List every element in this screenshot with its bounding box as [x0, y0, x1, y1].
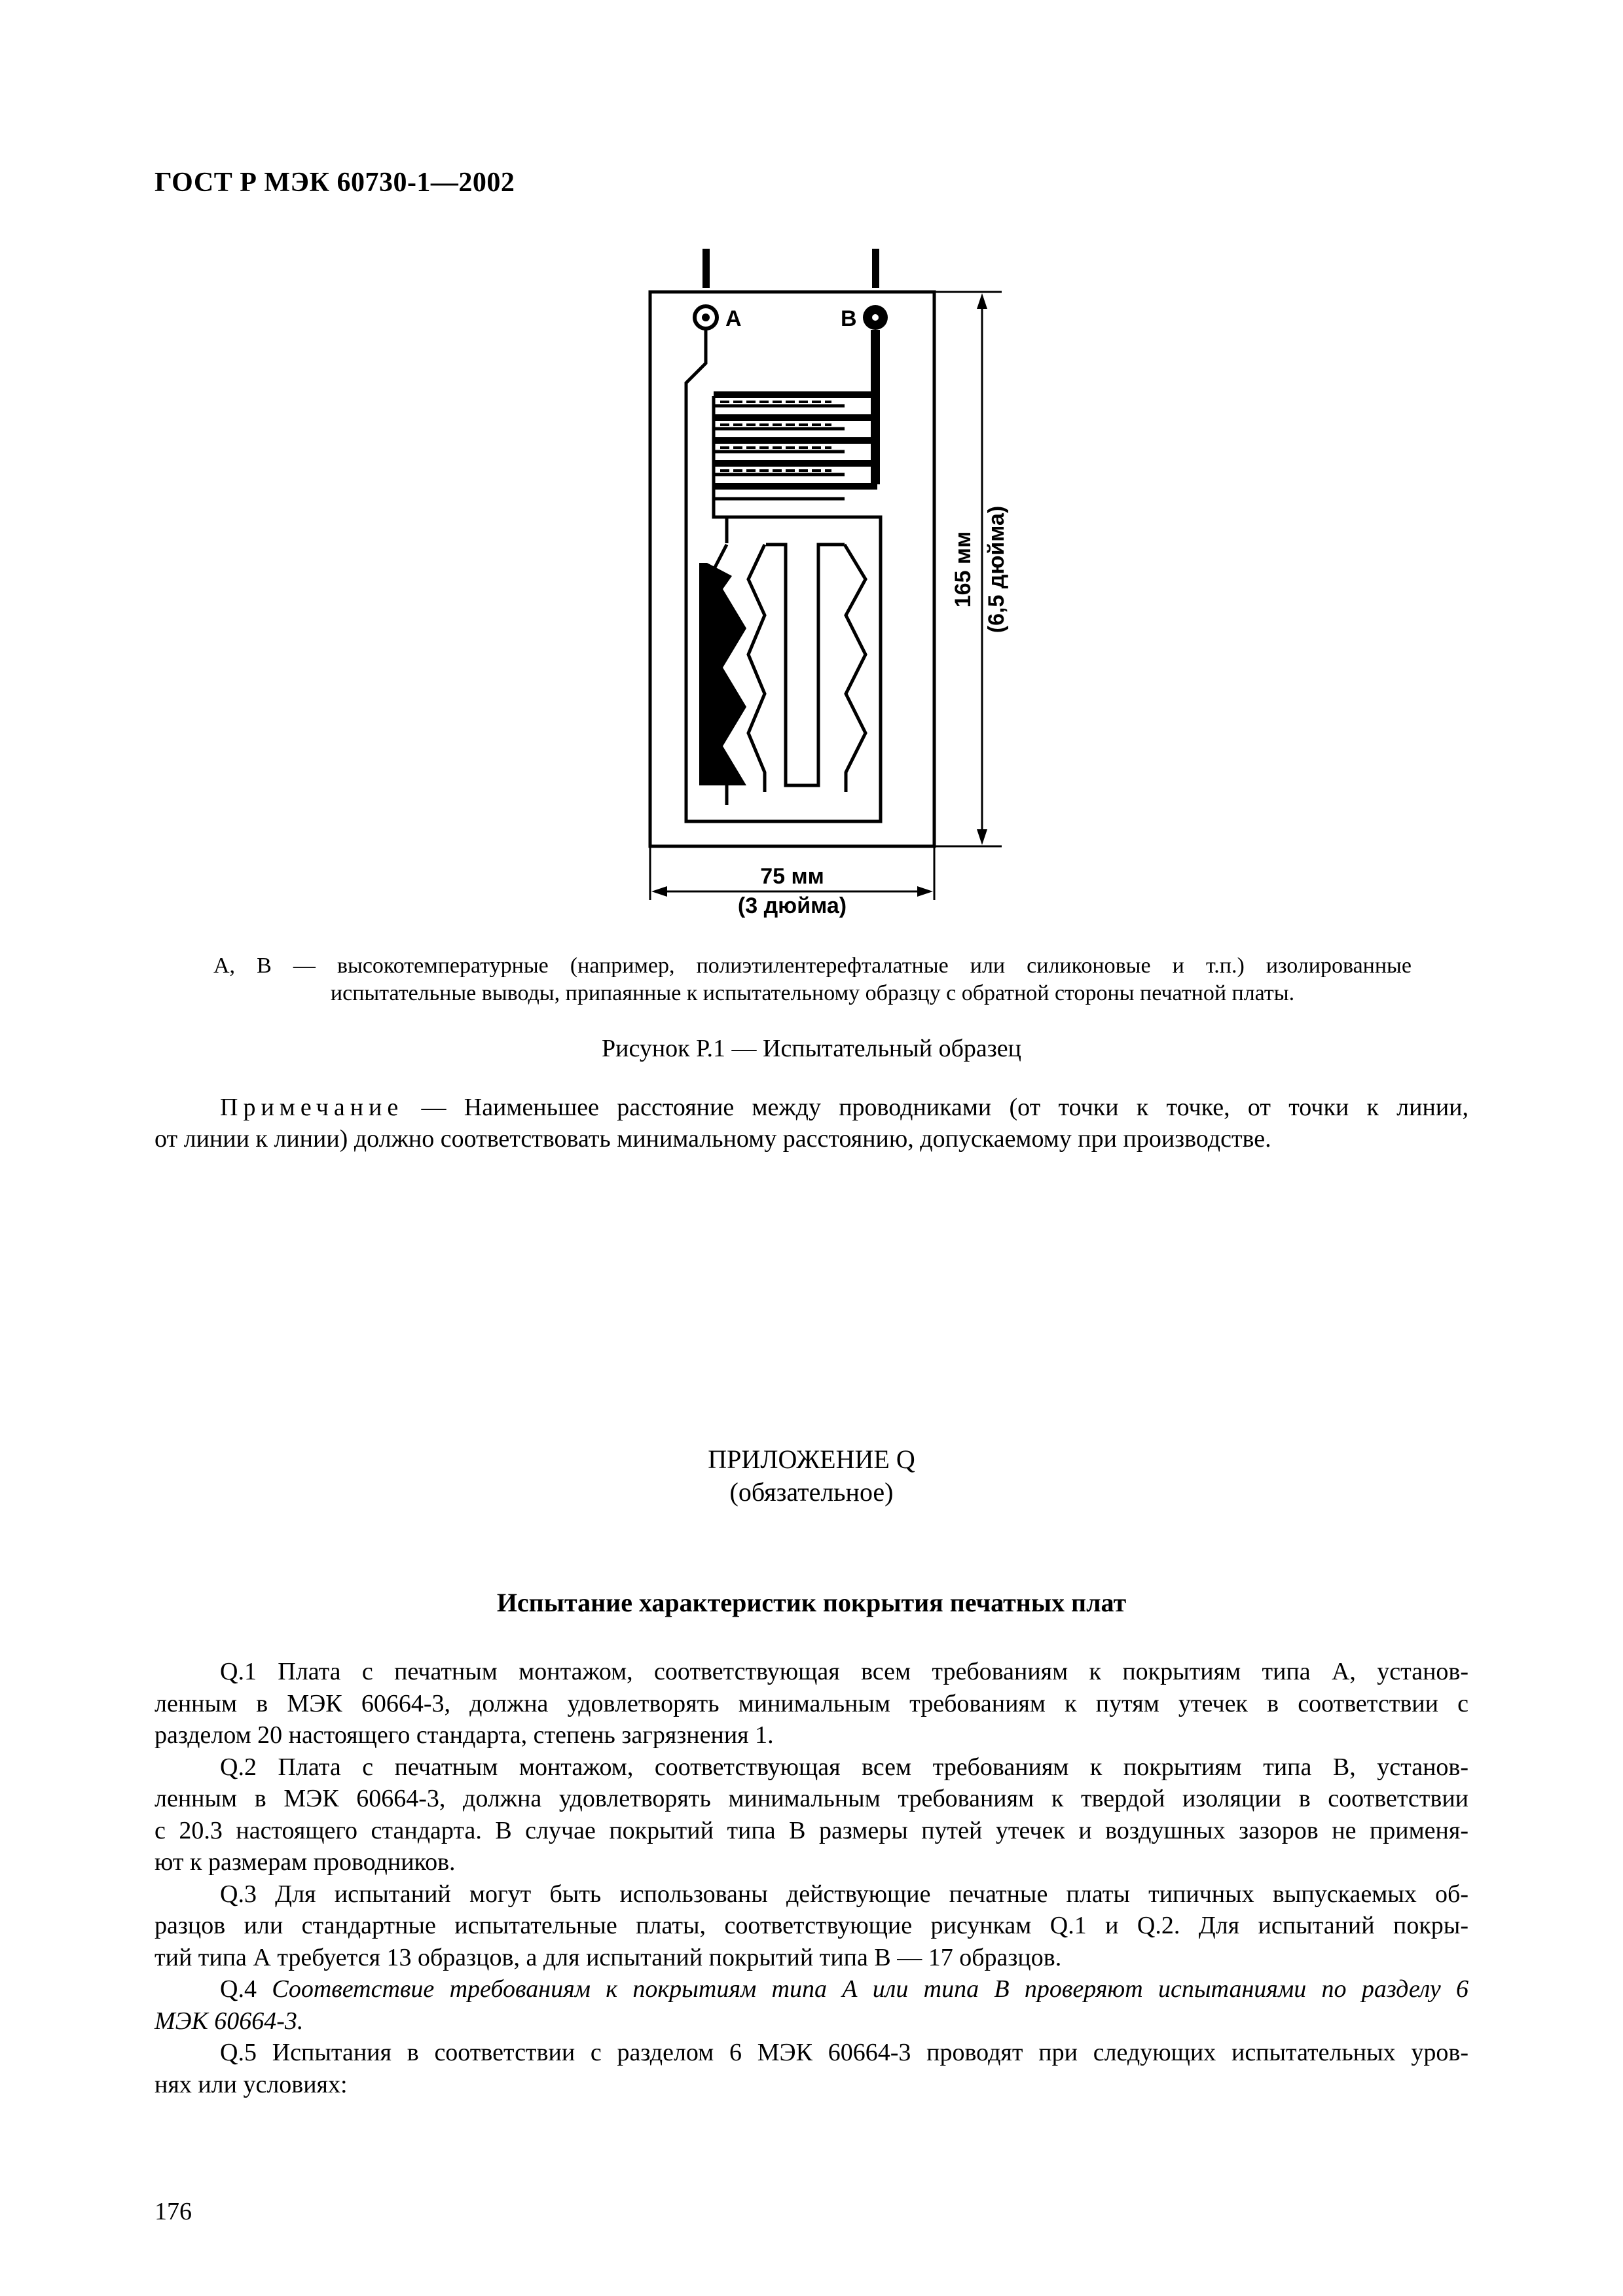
pcb-drawing	[0, 0, 1623, 929]
annex-status: (обязательное)	[729, 1477, 894, 1507]
solid-zigzag-area	[699, 563, 746, 785]
paragraph-q3: Q.3 Для испытаний могут быть использованы действующие печатные платы типичных выпускаемых об- разцов или стандартные испытательные платы, соответствующие рисункам Q.1 и Q.2. Для испытаний покры- тий типа А требуется 13 образцов, а для испытаний покрытий типа В — 17 образцов.	[155, 1880, 1468, 1971]
width-dim-inch-label: (3 дюйма)	[737, 893, 847, 918]
height-dim-inch-label: (6,5 дюйма)	[984, 505, 1009, 634]
document-header: ГОСТ Р МЭК 60730-1—2002	[155, 168, 515, 198]
note-line-1: — Наименьшее расстояние между проводниками (от точки к точке, от точки к линии,	[403, 1094, 1468, 1121]
terminal-b-label: B	[841, 306, 857, 331]
annex-heading	[0, 1443, 1623, 1509]
paragraph-q5: Q.5 Испытания в соответствии с разделом 6 МЭК 60664-3 проводят при следующих испытательных уров- нях или условиях:	[155, 2039, 1468, 2098]
note-line-2: от линии к линии) должно соответствовать минимальному расстоянию, допускаемому при производстве.	[155, 1125, 1271, 1153]
figure-legend	[213, 952, 1412, 1007]
paragraph-q4: Q.4 Соответствие требованиям к покрытиям типа А или типа В проверяют испытаниями по разделу 6 МЭК 60664-3.	[155, 1975, 1468, 2035]
figure-caption: Рисунок Р.1 — Испытательный образец	[601, 1035, 1022, 1062]
legend-line-2: испытательные выводы, припаянные к испытательному образцу с обратной стороны печатной платы.	[330, 981, 1295, 1005]
paragraph-q1: Q.1 Плата с печатным монтажом, соответствующая всем требованиям к покрытиям типа А, установ- ленным в МЭК 60664-3, должна удовлетворять минимальным требованиям к путям утечек в соответствии с разделом 20 настоящего стандарта, степень загрязнения 1.	[155, 1658, 1468, 1749]
legend-line-1: А, В — высокотемпературные (например, полиэтилентерефталатные или силиконовые и т.п.) изолированные	[213, 954, 1412, 978]
section-title: Испытание характеристик покрытия печатных плат	[496, 1588, 1127, 1617]
note-label: Примечание	[220, 1094, 404, 1121]
page-number: 176	[155, 2198, 192, 2225]
lead-wire-b	[872, 249, 879, 288]
figure-note	[155, 1092, 1468, 1155]
body-text	[155, 1656, 1468, 2100]
annex-title: ПРИЛОЖЕНИЕ Q	[708, 1444, 915, 1474]
width-dim-label: 75 мм	[760, 864, 824, 889]
height-dim-label: 165 мм	[951, 531, 976, 608]
figure-test-specimen	[0, 0, 1623, 929]
paragraph-q2: Q.2 Плата с печатным монтажом, соответствующая всем требованиям к покрытиям типа В, установ- ленным в МЭК 60664-3, должна удовлетворять минимальным требованиям к твердой изоляции в соответствии с 20.3 настоящего стандарта. В случае покрытий типа В размеры путей утечек и воздушных зазоров не применя- ют к размерам проводников.	[155, 1753, 1468, 1876]
lead-wire-a	[702, 249, 710, 288]
terminal-a-label: A	[725, 306, 742, 331]
